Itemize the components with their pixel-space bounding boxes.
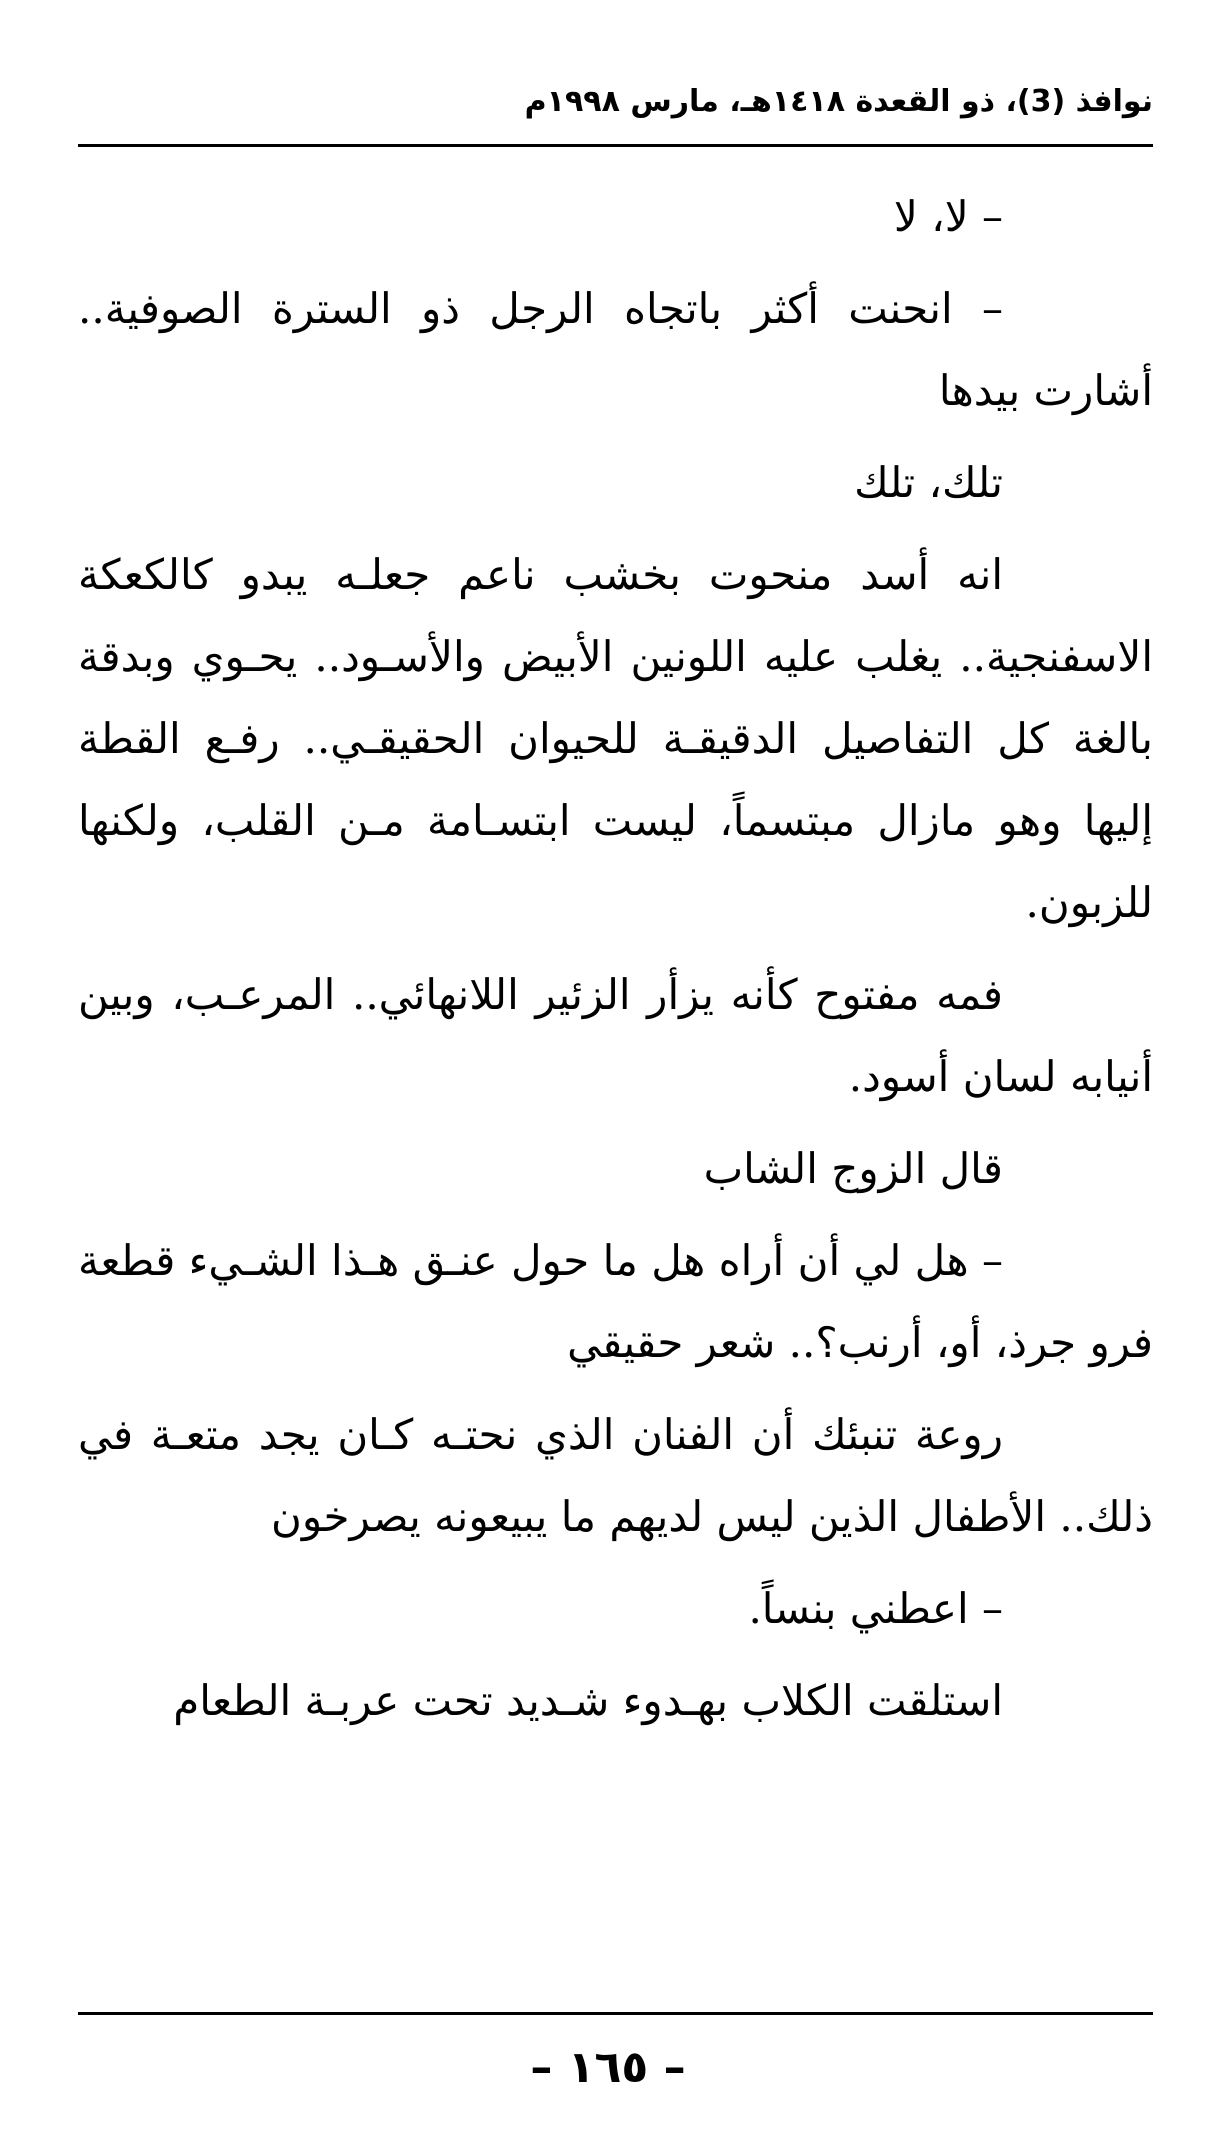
paragraph-3: تلك، تلك [854, 458, 1003, 507]
paragraph-4: انه أسد منحوت بخشب ناعم جعلـه يبدو كالكعكة الاسفنجية.. يغلب عليه اللونين الأبيض والأسـود.. يحـوي وبدقة بالغة كل التفاصيل الدقيقـة للحيوان الحقيقـي.. رفـع القطة إليها وهو مازال مبتسماً، ليست ابتسـامة مـن القلب، ولكنها للزبون. [78, 550, 1153, 927]
paragraph-2: – انحنت أكثر باتجاه الرجل ذو السترة الصوفية.. أشارت بيدها [78, 284, 1153, 415]
paragraph-7: – هل لي أن أراه هل ما حول عنـق هـذا الشـيء قطعة فرو جرذ، أو، أرنب؟.. شعر حقيقي [78, 1236, 1153, 1367]
header-rule [78, 144, 1153, 147]
footer-rule [78, 2012, 1153, 2015]
running-header: نوافذ (3)، ذو القعدة ١٤١٨هـ، مارس ١٩٩٨م [524, 84, 1153, 119]
paragraph-5: فمه مفتوح كأنه يزأر الزئير اللانهائي.. المرعـب، وبين أنيابه لسان أسود. [78, 970, 1153, 1101]
paragraph-1: – لا، لا [893, 192, 1003, 241]
page-number: – ١٦٥ – [530, 2042, 686, 2093]
body-text [78, 176, 1153, 1742]
paragraph-9: – اعطني بنساً. [748, 1584, 1003, 1633]
paragraph-8: روعة تنبئك أن الفنان الذي نحتـه كـان يجد متعـة في ذلك.. الأطفال الذين ليس لديهم ما يبيعونه يصرخون [78, 1410, 1153, 1541]
paragraph-10: استلقت الكلاب بهـدوء شـديد تحت عربـة الطعام [173, 1676, 1003, 1725]
paragraph-6: قال الزوج الشاب [703, 1144, 1003, 1193]
